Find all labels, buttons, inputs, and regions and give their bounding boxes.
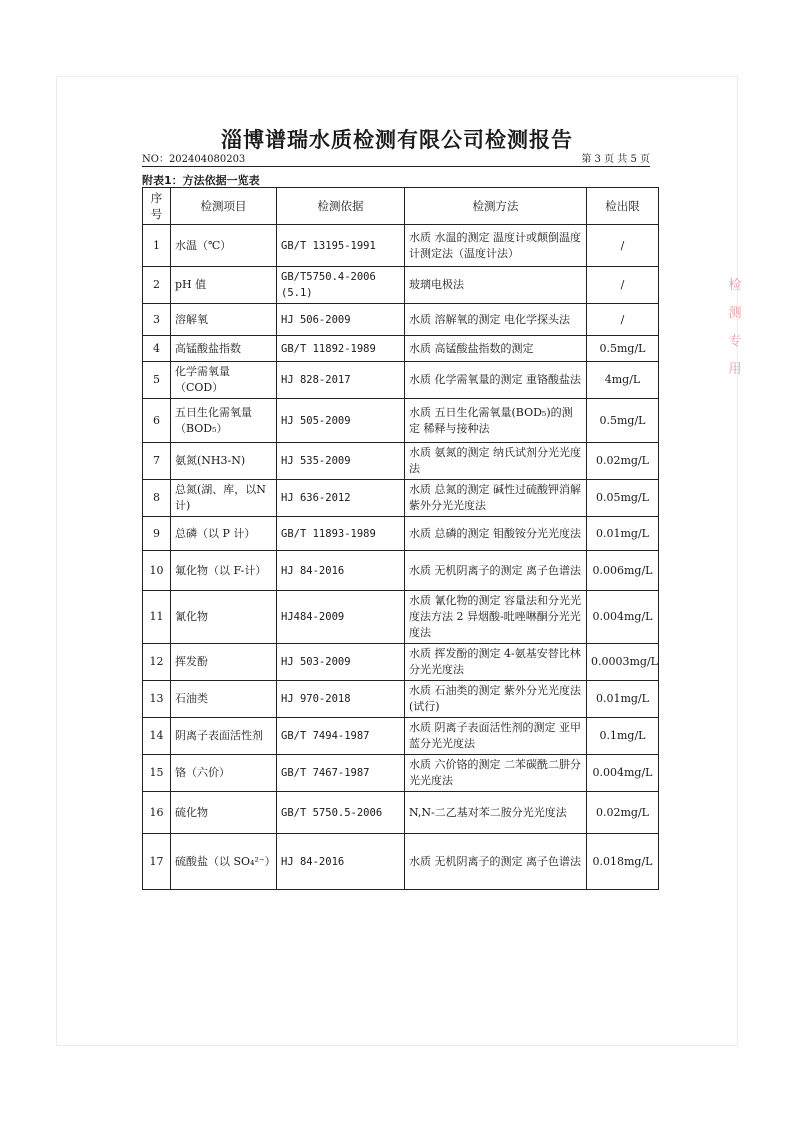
row-method: 水质 总氮的测定 碱性过硫酸钾消解紫外分光光度法: [405, 480, 587, 517]
row-limit: 0.0003mg/L: [587, 644, 659, 681]
row-number: 1: [143, 225, 171, 267]
row-method: 水质 水温的测定 温度计或颠倒温度计测定法（温度计法）: [405, 225, 587, 267]
table-row: [143, 834, 659, 890]
row-method: 水质 无机阴离子的测定 离子色谱法: [405, 551, 587, 591]
row-item: 五日生化需氧量（BOD₅）: [171, 399, 277, 443]
row-item: 挥发酚: [171, 644, 277, 681]
row-item: 总氮(湖、库，以N 计): [171, 480, 277, 517]
row-method: 水质 总磷的测定 钼酸铵分光光度法: [405, 517, 587, 551]
row-item: 水温（℃）: [171, 225, 277, 267]
row-standard: HJ 506-2009: [277, 304, 405, 336]
row-limit: 0.01mg/L: [587, 517, 659, 551]
row-number: 6: [143, 399, 171, 443]
table-row: [143, 718, 659, 755]
row-number: 9: [143, 517, 171, 551]
header-no: 序号: [143, 188, 171, 225]
header-standard: 检测依据: [277, 188, 405, 225]
row-method: 水质 氨氮的测定 纳氏试剂分光光度法: [405, 443, 587, 480]
row-method: 水质 挥发酚的测定 4-氨基安替比林分光光度法: [405, 644, 587, 681]
table-row: [143, 267, 659, 304]
row-limit: 0.006mg/L: [587, 551, 659, 591]
row-method: 水质 高锰酸盐指数的测定: [405, 336, 587, 362]
row-item: 硫化物: [171, 792, 277, 834]
table-row: [143, 399, 659, 443]
row-number: 4: [143, 336, 171, 362]
row-item: 溶解氧: [171, 304, 277, 336]
table-row: [143, 362, 659, 399]
row-number: 7: [143, 443, 171, 480]
row-method: 水质 无机阴离子的测定 离子色谱法: [405, 834, 587, 890]
row-item: 氟化物（以 F-计）: [171, 551, 277, 591]
row-limit: 0.01mg/L: [587, 681, 659, 718]
table-row: [143, 591, 659, 644]
table-header-row: [143, 188, 659, 225]
row-number: 13: [143, 681, 171, 718]
table-row: [143, 336, 659, 362]
row-method: N,N-二乙基对苯二胺分光光度法: [405, 792, 587, 834]
row-number: 5: [143, 362, 171, 399]
row-standard: HJ 84-2016: [277, 834, 405, 890]
table-caption: 附表1：方法依据一览表: [142, 174, 260, 187]
table-row: [143, 480, 659, 517]
row-standard: GB/T 7467-1987: [277, 755, 405, 792]
row-standard: HJ 84-2016: [277, 551, 405, 591]
row-standard: HJ 970-2018: [277, 681, 405, 718]
row-limit: 0.004mg/L: [587, 591, 659, 644]
row-item: 氨氮(NH3-N): [171, 443, 277, 480]
row-number: 8: [143, 480, 171, 517]
header-limit: 检出限: [587, 188, 659, 225]
table-row: [143, 551, 659, 591]
table-row: [143, 304, 659, 336]
row-limit: /: [587, 267, 659, 304]
report-meta: [142, 152, 650, 167]
row-number: 17: [143, 834, 171, 890]
row-limit: 0.5mg/L: [587, 399, 659, 443]
table-row: [143, 792, 659, 834]
row-item: 阴离子表面活性剂: [171, 718, 277, 755]
row-limit: 4mg/L: [587, 362, 659, 399]
row-limit: 0.018mg/L: [587, 834, 659, 890]
seal-char: 专: [728, 334, 742, 349]
row-standard: HJ 636-2012: [277, 480, 405, 517]
row-standard: HJ 828-2017: [277, 362, 405, 399]
row-limit: 0.004mg/L: [587, 755, 659, 792]
row-method: 水质 氰化物的测定 容量法和分光光度法方法 2 异烟酸-吡唑啉酮分光光度法: [405, 591, 587, 644]
row-number: 3: [143, 304, 171, 336]
row-item: 化学需氧量（COD）: [171, 362, 277, 399]
row-number: 11: [143, 591, 171, 644]
row-item: 石油类: [171, 681, 277, 718]
row-standard: GB/T 7494-1987: [277, 718, 405, 755]
row-item: 硫酸盐（以 SO₄²⁻）: [171, 834, 277, 890]
methods-table: [142, 187, 659, 890]
row-item: 总磷（以 P 计）: [171, 517, 277, 551]
seal-stamp: [728, 272, 742, 392]
row-standard: GB/T 5750.5-2006: [277, 792, 405, 834]
row-limit: 0.1mg/L: [587, 718, 659, 755]
row-item: 氰化物: [171, 591, 277, 644]
header-item: 检测项目: [171, 188, 277, 225]
row-limit: 0.02mg/L: [587, 792, 659, 834]
row-item: pH 值: [171, 267, 277, 304]
row-limit: 0.5mg/L: [587, 336, 659, 362]
row-number: 2: [143, 267, 171, 304]
row-method: 水质 化学需氧量的测定 重铬酸盐法: [405, 362, 587, 399]
row-method: 水质 溶解氧的测定 电化学探头法: [405, 304, 587, 336]
table-row: [143, 755, 659, 792]
row-standard: GB/T 11893-1989: [277, 517, 405, 551]
row-item: 高锰酸盐指数: [171, 336, 277, 362]
table-row: [143, 443, 659, 480]
seal-char: 测: [728, 306, 742, 321]
row-method: 水质 五日生化需氧量(BOD₅)的测定 稀释与接种法: [405, 399, 587, 443]
row-limit: /: [587, 304, 659, 336]
row-limit: /: [587, 225, 659, 267]
row-method: 水质 六价铬的测定 二苯碳酰二肼分光光度法: [405, 755, 587, 792]
table-row: [143, 644, 659, 681]
seal-char: 用: [728, 362, 742, 377]
row-standard: HJ 505-2009: [277, 399, 405, 443]
report-title: 淄博谱瑞水质检测有限公司检测报告: [221, 128, 573, 152]
row-method: 水质 石油类的测定 紫外分光光度法(试行): [405, 681, 587, 718]
row-limit: 0.05mg/L: [587, 480, 659, 517]
page-number: 第 3 页 共 5 页: [581, 154, 650, 165]
row-number: 16: [143, 792, 171, 834]
table-row: [143, 681, 659, 718]
row-limit: 0.02mg/L: [587, 443, 659, 480]
row-number: 14: [143, 718, 171, 755]
row-method: 水质 阴离子表面活性剂的测定 亚甲蓝分光光度法: [405, 718, 587, 755]
table-row: [143, 225, 659, 267]
row-method: 玻璃电极法: [405, 267, 587, 304]
report-number: NO：202404080203: [142, 154, 246, 165]
table-row: [143, 517, 659, 551]
row-standard: HJ 503-2009: [277, 644, 405, 681]
row-standard: GB/T 11892-1989: [277, 336, 405, 362]
seal-char: 检: [728, 278, 742, 293]
row-standard: HJ484-2009: [277, 591, 405, 644]
row-standard: HJ 535-2009: [277, 443, 405, 480]
row-number: 15: [143, 755, 171, 792]
row-standard: GB/T5750.4-2006 (5.1): [277, 267, 405, 304]
row-standard: GB/T 13195-1991: [277, 225, 405, 267]
header-method: 检测方法: [405, 188, 587, 225]
row-item: 铬（六价）: [171, 755, 277, 792]
row-number: 10: [143, 551, 171, 591]
row-number: 12: [143, 644, 171, 681]
